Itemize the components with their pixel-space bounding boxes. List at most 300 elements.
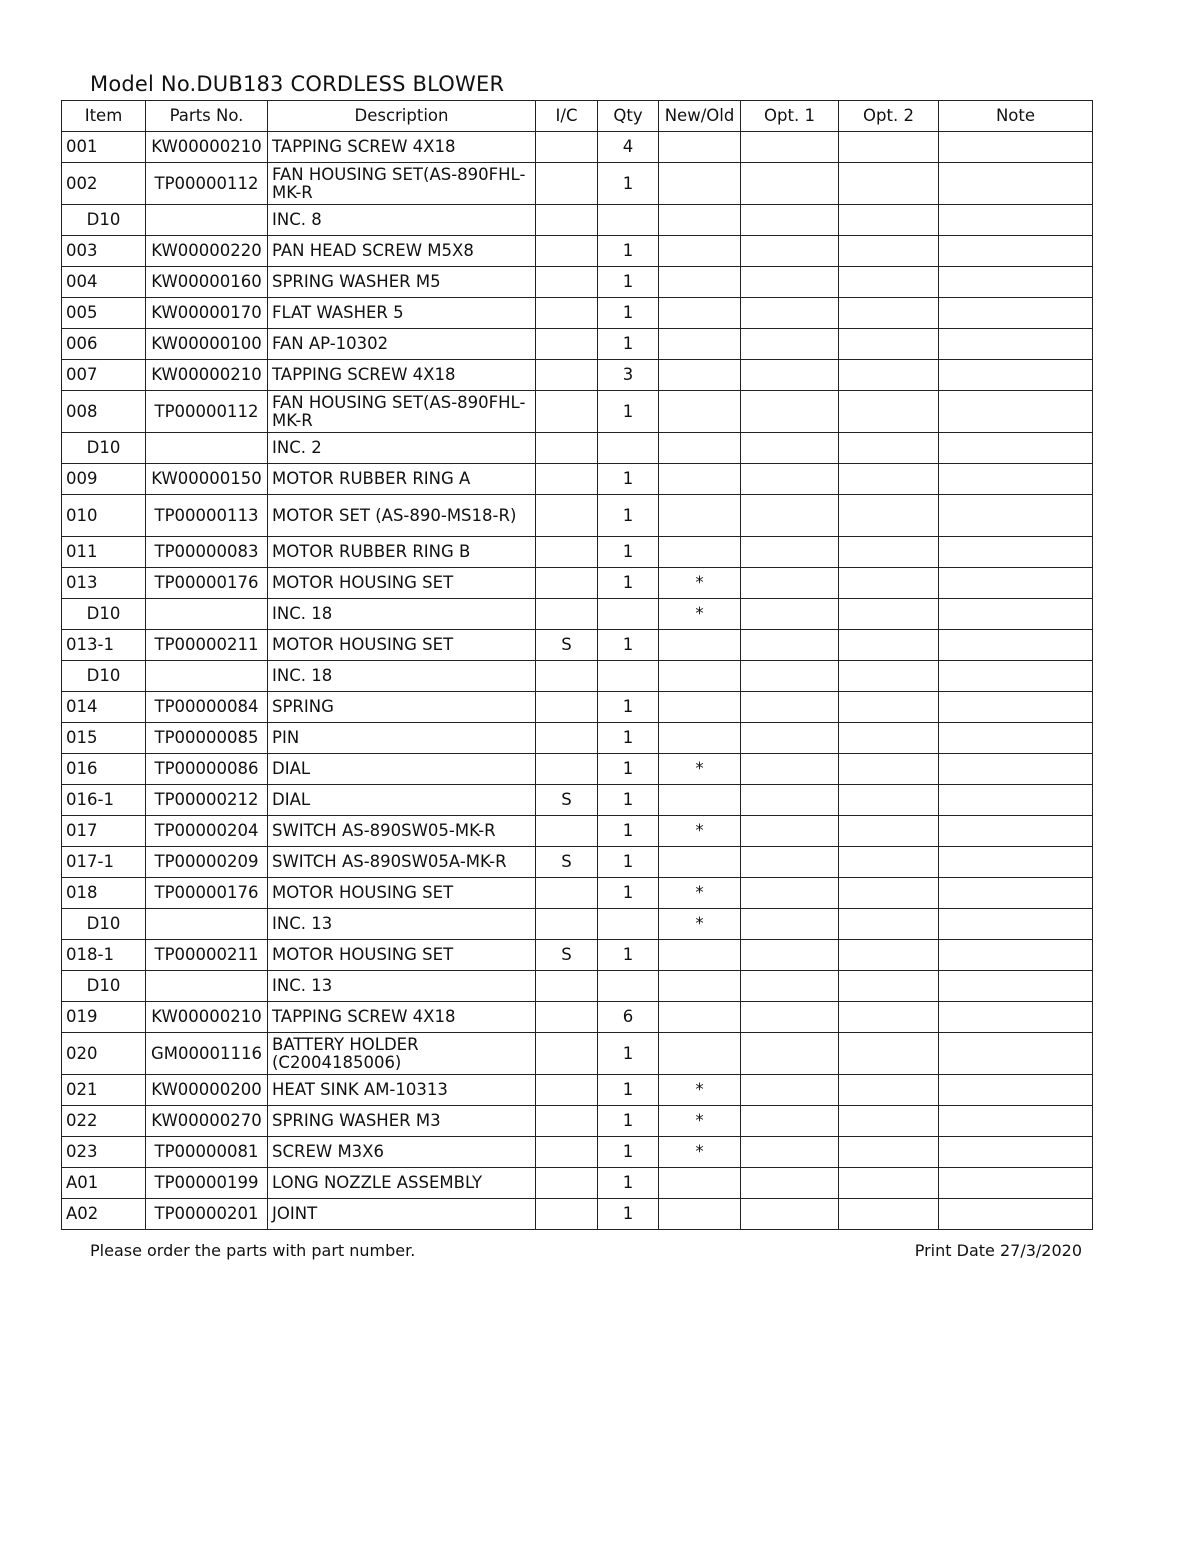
opt-1-cell <box>741 163 839 205</box>
new-old-cell <box>659 1033 741 1075</box>
new-old-cell <box>659 360 741 391</box>
table-row <box>62 630 1093 661</box>
opt-2-cell <box>839 785 939 816</box>
item-cell: D10 <box>62 909 146 940</box>
ic-cell <box>536 971 598 1002</box>
opt-1-cell <box>741 205 839 236</box>
qty-cell <box>598 909 659 940</box>
opt-1-cell <box>741 1106 839 1137</box>
new-old-cell <box>659 692 741 723</box>
parts-no-cell: KW00000100 <box>146 329 268 360</box>
opt-1-cell <box>741 1168 839 1199</box>
new-old-cell <box>659 205 741 236</box>
note-cell <box>939 236 1093 267</box>
parts-no-cell: TP00000112 <box>146 163 268 205</box>
table-row <box>62 785 1093 816</box>
parts-no-cell: KW00000160 <box>146 267 268 298</box>
new-old-cell <box>659 433 741 464</box>
item-cell: 016-1 <box>62 785 146 816</box>
description-cell: MOTOR HOUSING SET <box>268 878 536 909</box>
ic-cell <box>536 360 598 391</box>
ic-cell <box>536 568 598 599</box>
opt-1-cell <box>741 630 839 661</box>
table-row <box>62 1199 1093 1230</box>
opt-2-cell <box>839 909 939 940</box>
ic-cell <box>536 1002 598 1033</box>
item-cell: 016 <box>62 754 146 785</box>
new-old-cell: * <box>659 816 741 847</box>
opt-2-cell <box>839 163 939 205</box>
new-old-cell <box>659 464 741 495</box>
description-cell: INC. 18 <box>268 661 536 692</box>
new-old-cell <box>659 267 741 298</box>
item-cell: 011 <box>62 537 146 568</box>
ic-cell <box>536 754 598 785</box>
opt-2-cell <box>839 205 939 236</box>
qty-cell: 4 <box>598 132 659 163</box>
opt-1-cell <box>741 360 839 391</box>
new-old-cell <box>659 630 741 661</box>
new-old-cell <box>659 940 741 971</box>
opt-2-cell <box>839 464 939 495</box>
table-row <box>62 1033 1093 1075</box>
qty-cell: 1 <box>598 568 659 599</box>
opt-1-cell <box>741 692 839 723</box>
qty-cell <box>598 661 659 692</box>
ic-cell <box>536 132 598 163</box>
ic-cell: S <box>536 847 598 878</box>
opt-1-cell <box>741 236 839 267</box>
description-cell: TAPPING SCREW 4X18 <box>268 132 536 163</box>
qty-cell: 1 <box>598 267 659 298</box>
item-cell: 010 <box>62 495 146 537</box>
opt-1-cell <box>741 329 839 360</box>
ic-cell <box>536 1075 598 1106</box>
description-cell: MOTOR RUBBER RING B <box>268 537 536 568</box>
opt-1-cell <box>741 940 839 971</box>
qty-cell: 1 <box>598 391 659 433</box>
qty-cell: 6 <box>598 1002 659 1033</box>
opt-2-cell <box>839 630 939 661</box>
ic-cell <box>536 433 598 464</box>
opt-2-cell <box>839 1199 939 1230</box>
table-row <box>62 1106 1093 1137</box>
opt-2-cell <box>839 360 939 391</box>
parts-no-cell: TP00000204 <box>146 816 268 847</box>
opt-1-cell <box>741 464 839 495</box>
note-cell <box>939 816 1093 847</box>
ic-cell <box>536 537 598 568</box>
new-old-cell: * <box>659 599 741 630</box>
table-row <box>62 816 1093 847</box>
item-cell: D10 <box>62 205 146 236</box>
qty-cell: 1 <box>598 754 659 785</box>
ic-cell <box>536 329 598 360</box>
qty-cell <box>598 971 659 1002</box>
opt-1-cell <box>741 847 839 878</box>
description-cell: JOINT <box>268 1199 536 1230</box>
opt-2-cell <box>839 878 939 909</box>
new-old-cell <box>659 785 741 816</box>
description-cell: FAN HOUSING SET(AS-890FHL-MK-R <box>268 391 536 433</box>
header-opt-1: Opt. 1 <box>741 101 839 132</box>
parts-no-cell: TP00000176 <box>146 878 268 909</box>
parts-no-cell: TP00000085 <box>146 723 268 754</box>
opt-2-cell <box>839 1168 939 1199</box>
qty-cell: 1 <box>598 692 659 723</box>
qty-cell <box>598 433 659 464</box>
opt-1-cell <box>741 878 839 909</box>
qty-cell: 3 <box>598 360 659 391</box>
opt-1-cell <box>741 433 839 464</box>
parts-no-cell <box>146 205 268 236</box>
qty-cell: 1 <box>598 940 659 971</box>
parts-no-cell: KW00000210 <box>146 1002 268 1033</box>
opt-2-cell <box>839 754 939 785</box>
note-cell <box>939 1033 1093 1075</box>
ic-cell <box>536 163 598 205</box>
new-old-cell <box>659 132 741 163</box>
opt-1-cell <box>741 1199 839 1230</box>
ic-cell <box>536 391 598 433</box>
note-cell <box>939 163 1093 205</box>
ic-cell <box>536 495 598 537</box>
new-old-cell: * <box>659 1106 741 1137</box>
table-row <box>62 236 1093 267</box>
note-cell <box>939 1137 1093 1168</box>
parts-no-cell: TP00000084 <box>146 692 268 723</box>
ic-cell <box>536 692 598 723</box>
opt-2-cell <box>839 329 939 360</box>
header-row <box>62 101 1093 132</box>
opt-2-cell <box>839 692 939 723</box>
item-cell: 014 <box>62 692 146 723</box>
table-row <box>62 599 1093 630</box>
opt-2-cell <box>839 723 939 754</box>
item-cell: 005 <box>62 298 146 329</box>
qty-cell: 1 <box>598 878 659 909</box>
parts-table <box>61 100 1093 1230</box>
ic-cell <box>536 464 598 495</box>
ic-cell: S <box>536 785 598 816</box>
qty-cell: 1 <box>598 464 659 495</box>
parts-no-cell: TP00000211 <box>146 940 268 971</box>
opt-2-cell <box>839 267 939 298</box>
opt-2-cell <box>839 298 939 329</box>
note-cell <box>939 433 1093 464</box>
item-cell: 013 <box>62 568 146 599</box>
parts-no-cell <box>146 433 268 464</box>
parts-no-cell: TP00000176 <box>146 568 268 599</box>
new-old-cell: * <box>659 878 741 909</box>
description-cell: FAN AP-10302 <box>268 329 536 360</box>
opt-1-cell <box>741 723 839 754</box>
opt-2-cell <box>839 1075 939 1106</box>
table-row <box>62 391 1093 433</box>
new-old-cell <box>659 1199 741 1230</box>
opt-2-cell <box>839 1002 939 1033</box>
table-row <box>62 971 1093 1002</box>
new-old-cell <box>659 163 741 205</box>
parts-no-cell: KW00000210 <box>146 360 268 391</box>
note-cell <box>939 495 1093 537</box>
new-old-cell <box>659 495 741 537</box>
description-cell: FLAT WASHER 5 <box>268 298 536 329</box>
note-cell <box>939 692 1093 723</box>
opt-2-cell <box>839 433 939 464</box>
item-cell: 001 <box>62 132 146 163</box>
item-cell: D10 <box>62 971 146 1002</box>
note-cell <box>939 205 1093 236</box>
note-cell <box>939 464 1093 495</box>
ic-cell <box>536 1199 598 1230</box>
table-row <box>62 1002 1093 1033</box>
new-old-cell <box>659 298 741 329</box>
header-item: Item <box>62 101 146 132</box>
note-cell <box>939 940 1093 971</box>
parts-no-cell: TP00000211 <box>146 630 268 661</box>
item-cell: D10 <box>62 599 146 630</box>
header-description: Description <box>268 101 536 132</box>
opt-1-cell <box>741 785 839 816</box>
table-row <box>62 754 1093 785</box>
parts-no-cell: KW00000150 <box>146 464 268 495</box>
opt-2-cell <box>839 847 939 878</box>
description-cell: LONG NOZZLE ASSEMBLY <box>268 1168 536 1199</box>
item-cell: D10 <box>62 433 146 464</box>
ic-cell <box>536 205 598 236</box>
table-row <box>62 205 1093 236</box>
description-cell: SPRING WASHER M5 <box>268 267 536 298</box>
description-cell: SPRING <box>268 692 536 723</box>
description-cell: DIAL <box>268 754 536 785</box>
parts-no-cell: KW00000210 <box>146 132 268 163</box>
item-cell: 019 <box>62 1002 146 1033</box>
note-cell <box>939 785 1093 816</box>
opt-2-cell <box>839 1137 939 1168</box>
item-cell: 015 <box>62 723 146 754</box>
new-old-cell <box>659 329 741 360</box>
qty-cell: 1 <box>598 163 659 205</box>
description-cell: PAN HEAD SCREW M5X8 <box>268 236 536 267</box>
qty-cell: 1 <box>598 1075 659 1106</box>
table-row <box>62 360 1093 391</box>
ic-cell <box>536 723 598 754</box>
opt-2-cell <box>839 236 939 267</box>
opt-2-cell <box>839 1033 939 1075</box>
note-cell <box>939 391 1093 433</box>
ic-cell: S <box>536 940 598 971</box>
item-cell: 021 <box>62 1075 146 1106</box>
parts-no-cell: TP00000212 <box>146 785 268 816</box>
note-cell <box>939 1002 1093 1033</box>
description-cell: HEAT SINK AM-10313 <box>268 1075 536 1106</box>
opt-2-cell <box>839 971 939 1002</box>
parts-no-cell: GM00001116 <box>146 1033 268 1075</box>
parts-no-cell: TP00000201 <box>146 1199 268 1230</box>
table-row <box>62 692 1093 723</box>
table-row <box>62 132 1093 163</box>
parts-no-cell: TP00000112 <box>146 391 268 433</box>
parts-no-cell <box>146 661 268 692</box>
description-cell: SPRING WASHER M3 <box>268 1106 536 1137</box>
table-row <box>62 1075 1093 1106</box>
ic-cell <box>536 1168 598 1199</box>
description-cell: MOTOR HOUSING SET <box>268 630 536 661</box>
description-cell: MOTOR HOUSING SET <box>268 568 536 599</box>
page-title: Model No.DUB183 CORDLESS BLOWER <box>90 72 505 96</box>
item-cell: 018-1 <box>62 940 146 971</box>
note-cell <box>939 723 1093 754</box>
note-cell <box>939 537 1093 568</box>
opt-2-cell <box>839 816 939 847</box>
item-cell: 002 <box>62 163 146 205</box>
ic-cell <box>536 909 598 940</box>
ic-cell <box>536 236 598 267</box>
opt-1-cell <box>741 132 839 163</box>
item-cell: 023 <box>62 1137 146 1168</box>
note-cell <box>939 630 1093 661</box>
note-cell <box>939 661 1093 692</box>
parts-no-cell: TP00000086 <box>146 754 268 785</box>
parts-no-cell <box>146 971 268 1002</box>
description-cell: MOTOR SET (AS-890-MS18-R) <box>268 495 536 537</box>
opt-1-cell <box>741 599 839 630</box>
note-cell <box>939 360 1093 391</box>
order-note: Please order the parts with part number. <box>90 1241 416 1260</box>
table-row <box>62 433 1093 464</box>
new-old-cell <box>659 236 741 267</box>
new-old-cell <box>659 391 741 433</box>
description-cell: INC. 13 <box>268 909 536 940</box>
header-parts-no: Parts No. <box>146 101 268 132</box>
table-row <box>62 464 1093 495</box>
opt-2-cell <box>839 568 939 599</box>
description-cell: SWITCH AS-890SW05-MK-R <box>268 816 536 847</box>
table-row <box>62 940 1093 971</box>
qty-cell: 1 <box>598 723 659 754</box>
opt-2-cell <box>839 495 939 537</box>
qty-cell: 1 <box>598 329 659 360</box>
description-cell: TAPPING SCREW 4X18 <box>268 1002 536 1033</box>
new-old-cell <box>659 847 741 878</box>
note-cell <box>939 1168 1093 1199</box>
parts-no-cell: KW00000220 <box>146 236 268 267</box>
new-old-cell <box>659 1002 741 1033</box>
description-cell: SCREW M3X6 <box>268 1137 536 1168</box>
note-cell <box>939 847 1093 878</box>
item-cell: 009 <box>62 464 146 495</box>
parts-no-cell: TP00000199 <box>146 1168 268 1199</box>
note-cell <box>939 971 1093 1002</box>
new-old-cell <box>659 1168 741 1199</box>
description-cell: INC. 18 <box>268 599 536 630</box>
table-row <box>62 878 1093 909</box>
qty-cell: 1 <box>598 847 659 878</box>
qty-cell: 1 <box>598 298 659 329</box>
header-note: Note <box>939 101 1093 132</box>
opt-2-cell <box>839 599 939 630</box>
header-new-old: New/Old <box>659 101 741 132</box>
print-date: Print Date 27/3/2020 <box>914 1241 1082 1260</box>
qty-cell: 1 <box>598 1137 659 1168</box>
table-row <box>62 723 1093 754</box>
opt-1-cell <box>741 391 839 433</box>
new-old-cell <box>659 537 741 568</box>
new-old-cell: * <box>659 568 741 599</box>
opt-2-cell <box>839 661 939 692</box>
opt-1-cell <box>741 754 839 785</box>
item-cell: D10 <box>62 661 146 692</box>
opt-2-cell <box>839 537 939 568</box>
header-ic: I/C <box>536 101 598 132</box>
opt-1-cell <box>741 1075 839 1106</box>
item-cell: 018 <box>62 878 146 909</box>
ic-cell <box>536 1137 598 1168</box>
ic-cell <box>536 816 598 847</box>
opt-2-cell <box>839 1106 939 1137</box>
qty-cell <box>598 599 659 630</box>
opt-1-cell <box>741 1002 839 1033</box>
note-cell <box>939 568 1093 599</box>
opt-2-cell <box>839 940 939 971</box>
table-row <box>62 298 1093 329</box>
qty-cell: 1 <box>598 236 659 267</box>
parts-no-cell: KW00000200 <box>146 1075 268 1106</box>
qty-cell: 1 <box>598 495 659 537</box>
qty-cell: 1 <box>598 816 659 847</box>
opt-1-cell <box>741 816 839 847</box>
description-cell: MOTOR HOUSING SET <box>268 940 536 971</box>
description-cell: PIN <box>268 723 536 754</box>
qty-cell: 1 <box>598 1033 659 1075</box>
table-row <box>62 537 1093 568</box>
description-cell: INC. 13 <box>268 971 536 1002</box>
item-cell: 006 <box>62 329 146 360</box>
item-cell: 004 <box>62 267 146 298</box>
note-cell <box>939 267 1093 298</box>
parts-table-body <box>62 132 1093 1230</box>
table-row <box>62 329 1093 360</box>
table-row <box>62 495 1093 537</box>
table-row <box>62 1137 1093 1168</box>
item-cell: 020 <box>62 1033 146 1075</box>
ic-cell <box>536 298 598 329</box>
item-cell: A01 <box>62 1168 146 1199</box>
item-cell: A02 <box>62 1199 146 1230</box>
new-old-cell <box>659 661 741 692</box>
item-cell: 013-1 <box>62 630 146 661</box>
parts-no-cell: TP00000113 <box>146 495 268 537</box>
parts-no-cell: KW00000270 <box>146 1106 268 1137</box>
description-cell: INC. 2 <box>268 433 536 464</box>
item-cell: 007 <box>62 360 146 391</box>
qty-cell <box>598 205 659 236</box>
new-old-cell <box>659 971 741 1002</box>
table-row <box>62 1168 1093 1199</box>
qty-cell: 1 <box>598 1168 659 1199</box>
description-cell: BATTERY HOLDER (C2004185006) <box>268 1033 536 1075</box>
qty-cell: 1 <box>598 785 659 816</box>
note-cell <box>939 754 1093 785</box>
new-old-cell <box>659 723 741 754</box>
opt-1-cell <box>741 267 839 298</box>
opt-1-cell <box>741 661 839 692</box>
parts-no-cell <box>146 909 268 940</box>
parts-no-cell: TP00000209 <box>146 847 268 878</box>
item-cell: 022 <box>62 1106 146 1137</box>
item-cell: 003 <box>62 236 146 267</box>
